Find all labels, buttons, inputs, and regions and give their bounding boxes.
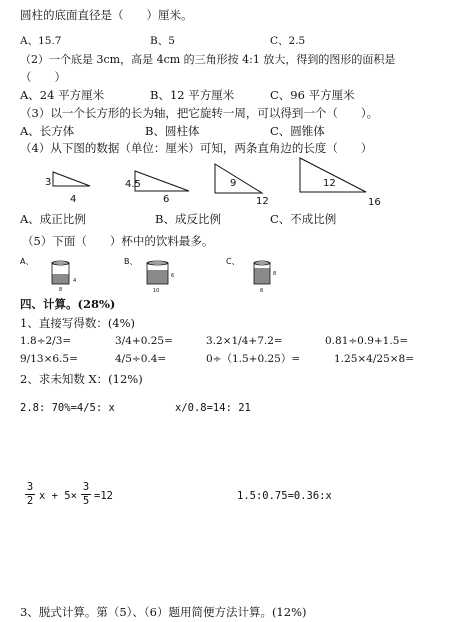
q2-stem-line1: （2）一个底是 3cm，高是 4cm 的三角形按 4:1 放大，得到的图形的面积是	[20, 53, 396, 66]
equation-3-middle: x + 5×	[39, 490, 77, 502]
q2-option-b: B、12 平方厘米	[150, 88, 235, 102]
triangle-2-left-label: 4.5	[125, 179, 141, 190]
q2-option-c: C、96 平方厘米	[270, 88, 355, 102]
q-cylinder-option-b: B、5	[150, 35, 175, 47]
cup-a-label: A、	[20, 257, 34, 266]
calc-row2-item2: 4/5÷0.4=	[115, 353, 167, 365]
triangle-3-left-label: 9	[230, 178, 237, 189]
equation-3-fraction-2-numerator: 3	[82, 481, 90, 493]
calc-row2-item3: 0÷（1.5+0.25）=	[206, 353, 301, 365]
q-cylinder-option-a: A、15.7	[20, 35, 62, 47]
equation-3-fraction-1	[25, 482, 35, 507]
triangle-4-base-label: 16	[368, 197, 381, 208]
calc-row1-item4: 0.81÷0.9+1.5=	[325, 335, 409, 347]
section4-part2-title: 2、求未知数 X：(12%)	[20, 372, 143, 386]
cup-b-liquid	[147, 270, 168, 284]
cup-b-height-label: 6	[171, 273, 175, 279]
triangle-2-base-label: 6	[163, 194, 170, 205]
cup-c-label: C、	[226, 257, 240, 266]
triangle-1	[53, 172, 90, 186]
cup-a-liquid	[52, 274, 69, 284]
equation-4: 1.5:0.75=0.36:x	[237, 490, 332, 502]
section4-title: 四、计算。(28%)	[20, 297, 116, 311]
cup-c-liquid	[254, 268, 270, 284]
q4-option-c: C、不成比例	[270, 212, 337, 226]
triangle-3-base-label: 12	[256, 196, 269, 207]
q3-stem: （3）以一个长方形的长为轴，把它旋转一周，可以得到一个（ ）。	[20, 106, 379, 120]
q4-option-a: A、成正比例	[20, 212, 86, 226]
q4-triangles-figure	[0, 158, 463, 218]
q5-stem: （5）下面（ ）杯中的饮料最多。	[22, 234, 214, 248]
equation-3-fraction-1-numerator: 3	[26, 481, 34, 493]
q3-option-a: A、长方体	[20, 124, 75, 138]
equation-3-fraction-1-denominator: 2	[26, 495, 34, 507]
equation-3-fraction-2-denominator: 5	[82, 495, 90, 507]
cup-c-base-label: 8	[260, 288, 264, 294]
q2-option-a: A、24 平方厘米	[20, 88, 105, 102]
q4-option-b: B、成反比例	[155, 212, 221, 226]
equation-3-fraction-2	[81, 482, 91, 507]
q-cylinder-option-c: C、2.5	[270, 35, 306, 47]
calc-row1-item3: 3.2×1/4+7.2=	[206, 335, 283, 347]
q4-stem: （4）从下图的数据（单位：厘米）可知，两条直角边的长度（ ）	[20, 141, 373, 155]
triangle-1-left-label: 3	[45, 177, 52, 188]
cup-b-label: B、	[124, 257, 138, 266]
triangle-2	[135, 171, 189, 191]
q5-cups-figure	[0, 252, 463, 297]
section4-part3-title: 3、脱式计算。第（5）、（6）题用简便方法计算。(12%)	[20, 605, 307, 619]
triangle-1-base-label: 4	[70, 194, 77, 205]
calc-row1-item1: 1.8÷2/3=	[20, 335, 72, 347]
cup-c-height-label: 8	[273, 271, 277, 277]
cup-a-height-label: 4	[73, 278, 77, 284]
q3-option-c: C、圆锥体	[270, 124, 325, 138]
calc-row1-item2: 3/4+0.25=	[115, 335, 173, 347]
equation-2: x/0.8=14: 21	[175, 402, 251, 414]
calc-row2-item1: 9/13×6.5=	[20, 353, 78, 365]
triangle-4-left-label: 12	[323, 178, 336, 189]
q3-option-b: B、圆柱体	[145, 124, 200, 138]
equation-1: 2.8: 70%=4/5: x	[20, 402, 115, 414]
cup-a-base-label: 8	[59, 287, 63, 293]
section4-part1-title: 1、直接写得数：(4%)	[20, 316, 136, 330]
triangle-3	[215, 164, 262, 193]
cup-b-base-label: 10	[153, 288, 160, 294]
calc-row2-item4: 1.25×4/25×8=	[334, 353, 415, 365]
q2-stem-line2: （ ）	[20, 70, 66, 84]
equation-3-tail: =12	[94, 490, 113, 502]
q-cylinder-stem: 圆柱的底面直径是（ ）厘米。	[20, 8, 193, 22]
